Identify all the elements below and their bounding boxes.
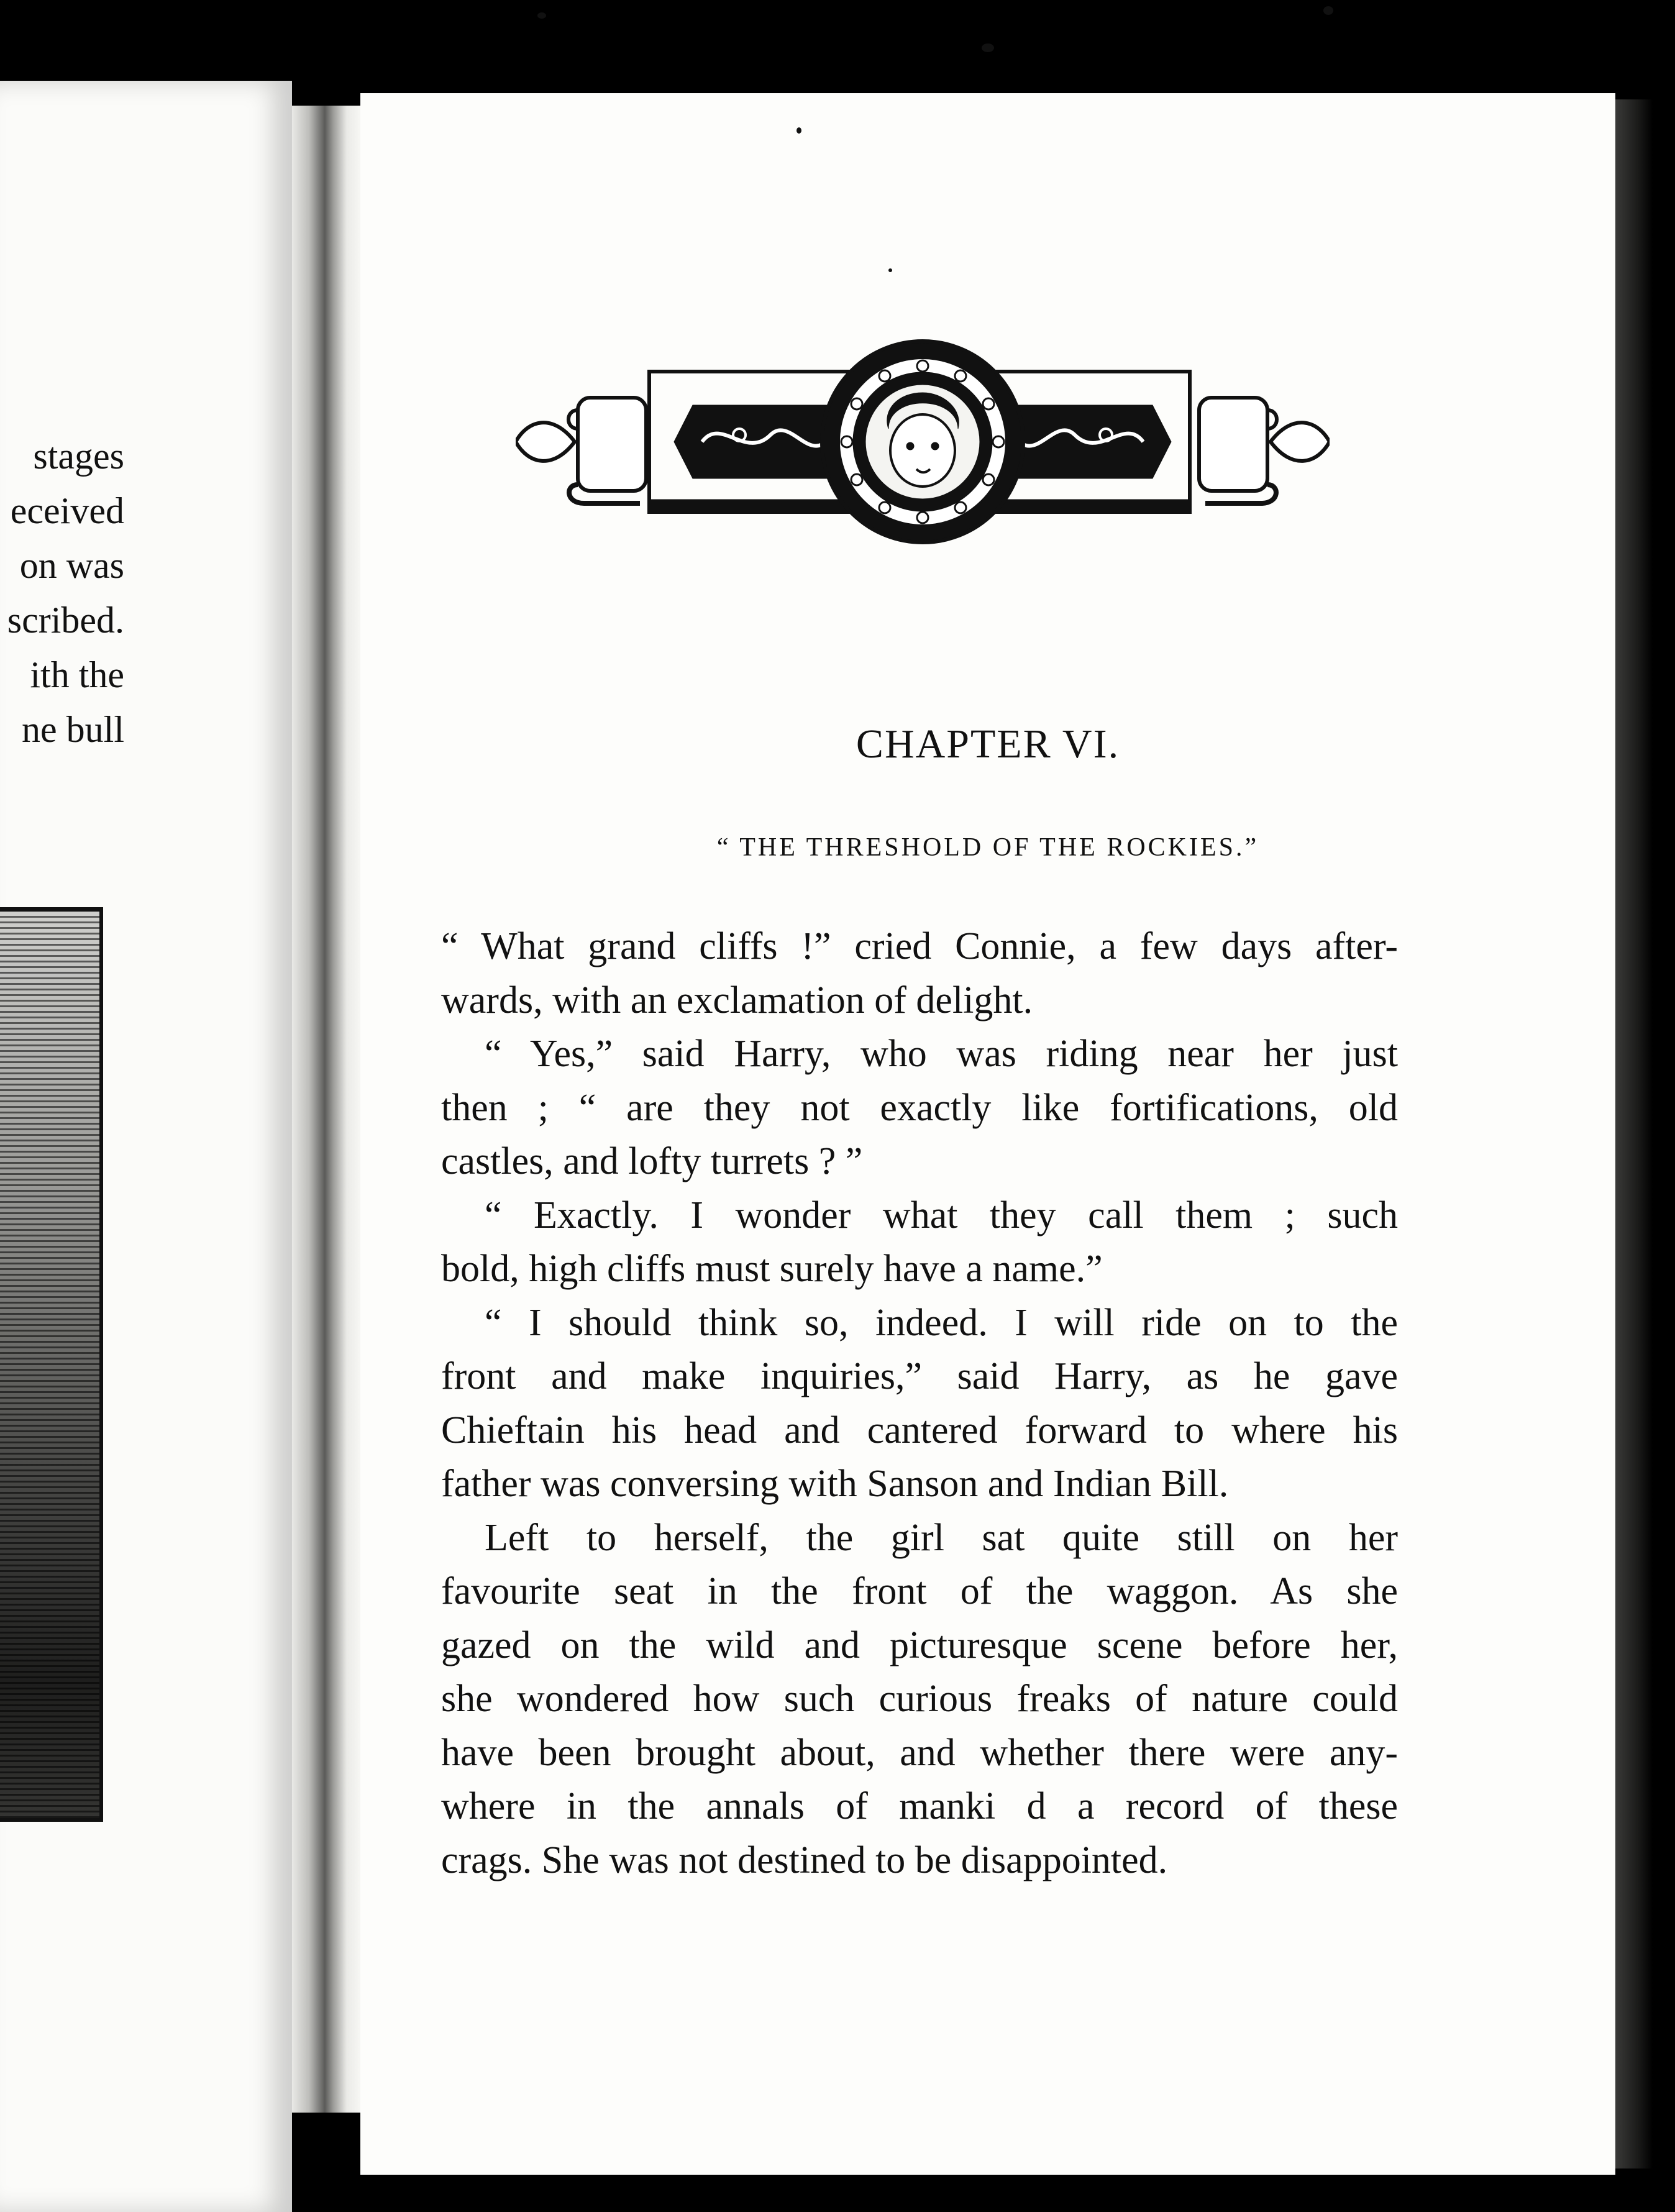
left-page-illustration (0, 907, 103, 1822)
speck (982, 43, 994, 52)
left-line: on was (19, 545, 124, 586)
left-line: eceived (10, 490, 124, 531)
text-line: “ What grand cliffs !” cried Connie, a few days after- (441, 925, 1398, 967)
text-line: then ; “ are they not exactly like fortifications, old (441, 1086, 1398, 1129)
speck (1323, 6, 1333, 15)
speck (537, 12, 546, 19)
chapter-headpiece-ornament (516, 336, 1330, 547)
text-line: wards, with an exclamation of delight. (441, 979, 1033, 1021)
text-line: gazed on the wild and picturesque scene before her, (441, 1624, 1398, 1666)
left-page (0, 81, 292, 2212)
text-line: have been brought about, and whether there were any- (441, 1731, 1398, 1774)
text-line: bold, high cliffs must surely have a name.” (441, 1248, 1103, 1290)
left-line: ne bull (22, 709, 124, 750)
left-line: ith the (30, 654, 124, 695)
chapter-title: CHAPTER VI. (856, 721, 1120, 767)
left-line: stages (33, 436, 124, 477)
text-line: Chieftain his head and cantered forward to where his (441, 1409, 1398, 1451)
text-line: front and make inquiries,” said Harry, as he gave (441, 1355, 1398, 1397)
text-line: castles, and lofty turrets ? ” (441, 1140, 863, 1182)
text-line: she wondered how such curious freaks of nature could (441, 1678, 1398, 1720)
left-page-text (7, 429, 124, 757)
chapter-body-text (441, 920, 1398, 1887)
ornament-frame (516, 341, 1330, 542)
speck (796, 127, 801, 134)
text-line: where in the annals of manki d a record of these (441, 1785, 1398, 1827)
speck (888, 268, 892, 272)
text-line: father was conversing with Sanson and Indian Bill. (441, 1463, 1229, 1505)
text-line: Left to herself, the girl sat quite still on her (485, 1516, 1398, 1559)
page-edge (1615, 99, 1653, 2169)
text-line: crags. She was not destined to be disappointed. (441, 1839, 1168, 1881)
text-line: “ Yes,” said Harry, who was riding near her just (485, 1033, 1398, 1075)
text-line: favourite seat in the front of the waggon. As she (441, 1570, 1398, 1612)
text-line: “ I should think so, indeed. I will ride on to the (485, 1301, 1398, 1344)
text-line: “ Exactly. I wonder what they call them ; such (485, 1194, 1398, 1236)
left-line: scribed. (7, 600, 124, 641)
chapter-subtitle: “ THE THRESHOLD OF THE ROCKIES.” (716, 833, 1259, 862)
book-gutter (292, 106, 360, 2113)
